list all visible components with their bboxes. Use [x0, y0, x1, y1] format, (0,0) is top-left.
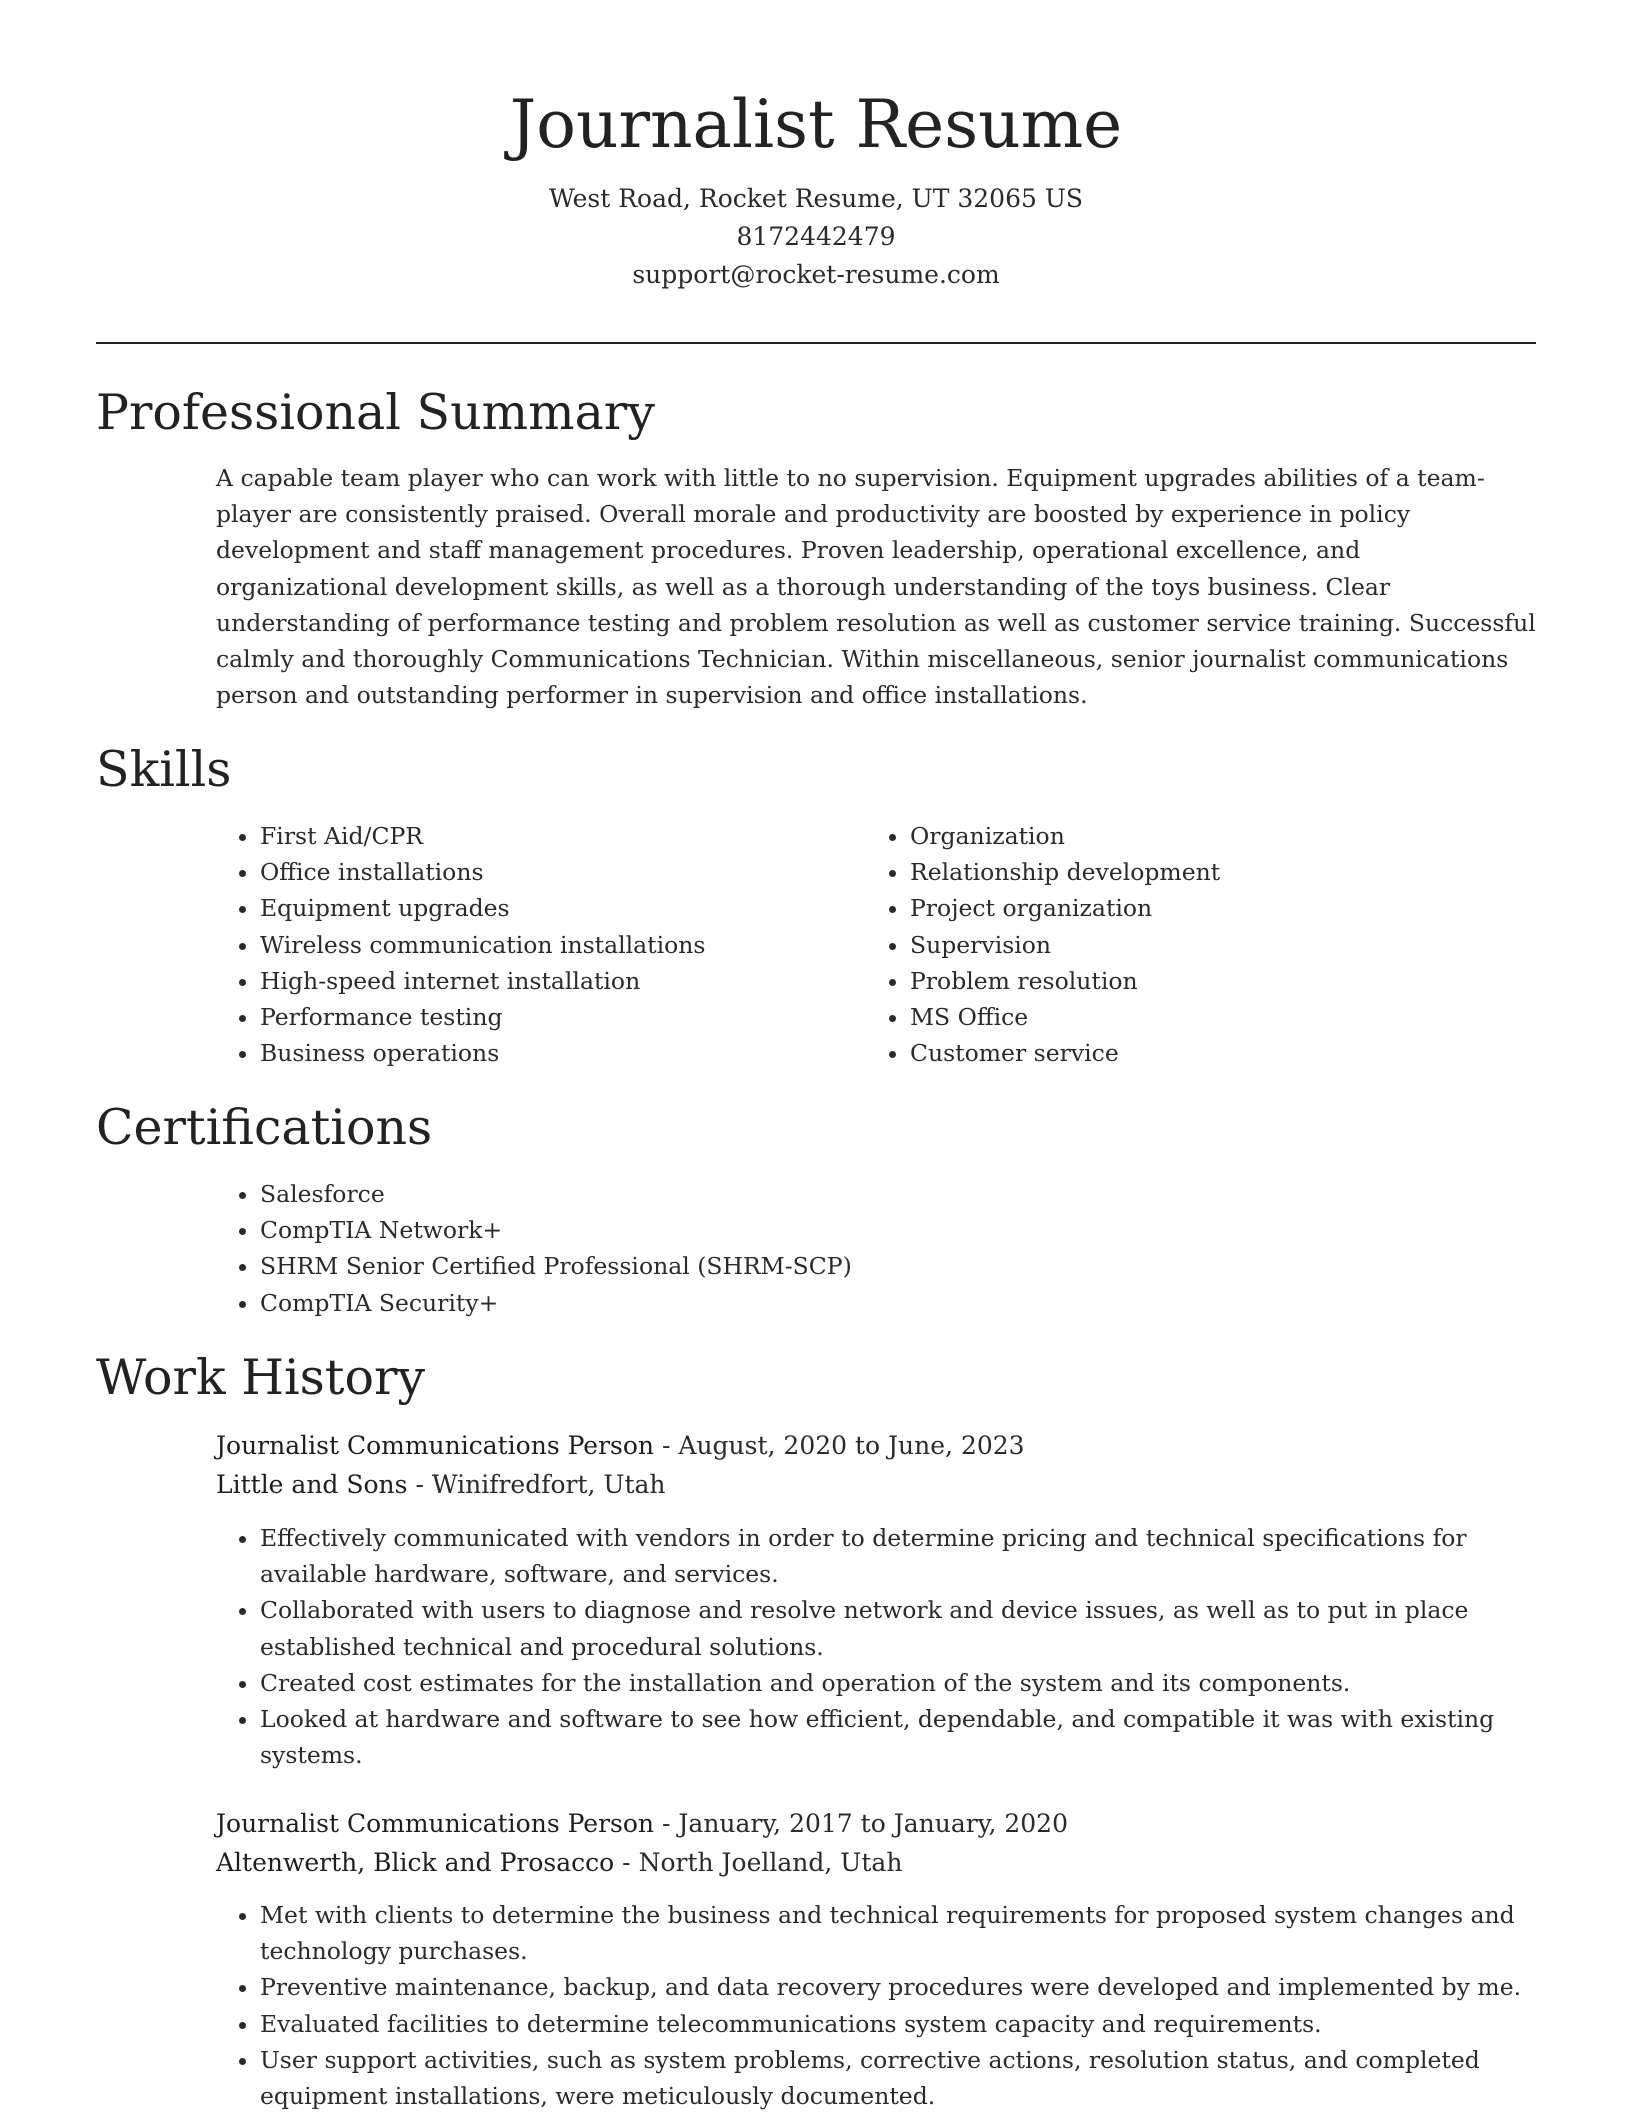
header-divider — [96, 342, 1536, 344]
skills-list-left — [216, 818, 816, 1071]
certification-item: • CompTIA Network+ — [260, 1212, 1416, 1248]
skill-item: • Business operations — [260, 1035, 816, 1071]
skill-item: • Supervision — [910, 927, 1466, 963]
job-title: Journalist Communications Person — [216, 1431, 655, 1460]
job-bullet-list — [216, 1520, 1538, 1773]
skills-heading: Skills — [96, 741, 232, 798]
skill-item: • Wireless communication installations — [260, 927, 816, 963]
skill-item: • Project organization — [910, 890, 1466, 926]
job-bullet: • Evaluated facilities to determine telecommunications system capacity and requirements. — [260, 2006, 1538, 2042]
certifications-column — [216, 1176, 1416, 1321]
certification-item: • Salesforce — [260, 1176, 1416, 1212]
skill-item: • MS Office — [910, 999, 1466, 1035]
job-bullet: • Met with clients to determine the business and technical requirements for proposed system changes and technology purchases. — [260, 1897, 1538, 1969]
summary-heading: Professional Summary — [96, 384, 655, 441]
job-location: - North Joelland, Utah — [622, 1848, 903, 1877]
page-title: Journalist Resume — [509, 86, 1123, 163]
job-bullet: • Looked at hardware and software to see how efficient, dependable, and compatible it was with existing systems. — [260, 1701, 1538, 1773]
job-bullet: • Effectively communicated with vendors in order to determine pricing and technical specifications for available hardware, software, and services. — [260, 1520, 1538, 1592]
job-dates: - January, 2017 to January, 2020 — [662, 1809, 1068, 1838]
job-title-line — [216, 1427, 1025, 1465]
certifications-list — [216, 1176, 1416, 1321]
job-title-line — [216, 1805, 1068, 1843]
skill-item: • First Aid/CPR — [260, 818, 816, 854]
job-bullets — [216, 1520, 1538, 1773]
job-bullet-list — [216, 1897, 1538, 2114]
job-location: - Winifredfort, Utah — [415, 1470, 666, 1499]
summary-text: A capable team player who can work with little to no supervision. Equipment upgrades abilities of a team-player are consistently praised. Overall morale and productivity are boosted by experience in policy development and staff management procedures. Proven leadership, operational excellence, and organizational development skills, as well as a thorough understanding of the toys business. Clear understanding of performance testing and problem resolution as well as customer service training. Successful calmly and thoroughly Communications Technician. Within miscellaneous, senior journalist communications person and outstanding performer in supervision and office installations. — [216, 464, 1536, 710]
job-company-line — [216, 1466, 666, 1504]
skills-column-right — [866, 818, 1466, 1071]
job-bullet: • Created cost estimates for the installation and operation of the system and its components. — [260, 1665, 1538, 1701]
job-bullet: • Collaborated with users to diagnose and resolve network and device issues, as well as to put in place established technical and procedural solutions. — [260, 1592, 1538, 1664]
skill-item: • Office installations — [260, 854, 816, 890]
job-title: Journalist Communications Person — [216, 1809, 655, 1838]
job-company: Little and Sons — [216, 1470, 408, 1499]
job-company: Altenwerth, Blick and Prosacco — [216, 1848, 615, 1877]
skill-item: • Equipment upgrades — [260, 890, 816, 926]
skill-item: • Problem resolution — [910, 963, 1466, 999]
skills-list-right — [866, 818, 1466, 1071]
job-bullet: • Preventive maintenance, backup, and data recovery procedures were developed and implemented by me. — [260, 1969, 1538, 2005]
certification-item: • SHRM Senior Certified Professional (SHRM-SCP) — [260, 1248, 1416, 1284]
job-company-line — [216, 1844, 902, 1882]
contact-email: support@rocket-resume.com — [632, 260, 1000, 289]
skill-item: • High-speed internet installation — [260, 963, 816, 999]
skill-item: • Customer service — [910, 1035, 1466, 1071]
job-bullets — [216, 1897, 1538, 2114]
skills-column-left — [216, 818, 816, 1071]
skill-item: • Relationship development — [910, 854, 1466, 890]
job-dates: - August, 2020 to June, 2023 — [662, 1431, 1025, 1460]
contact-phone: 8172442479 — [736, 222, 896, 251]
contact-block — [96, 180, 1536, 294]
job-bullet: • User support activities, such as system problems, corrective actions, resolution status, and completed equipment installations, were meticulously documented. — [260, 2042, 1538, 2114]
skill-item: • Performance testing — [260, 999, 816, 1035]
certification-item: • CompTIA Security+ — [260, 1285, 1416, 1321]
contact-address: West Road, Rocket Resume, UT 32065 US — [548, 184, 1084, 213]
skill-item: • Organization — [910, 818, 1466, 854]
certifications-heading: Certifications — [96, 1099, 433, 1156]
resume-header — [96, 80, 1536, 294]
work-history-heading: Work History — [96, 1349, 426, 1406]
